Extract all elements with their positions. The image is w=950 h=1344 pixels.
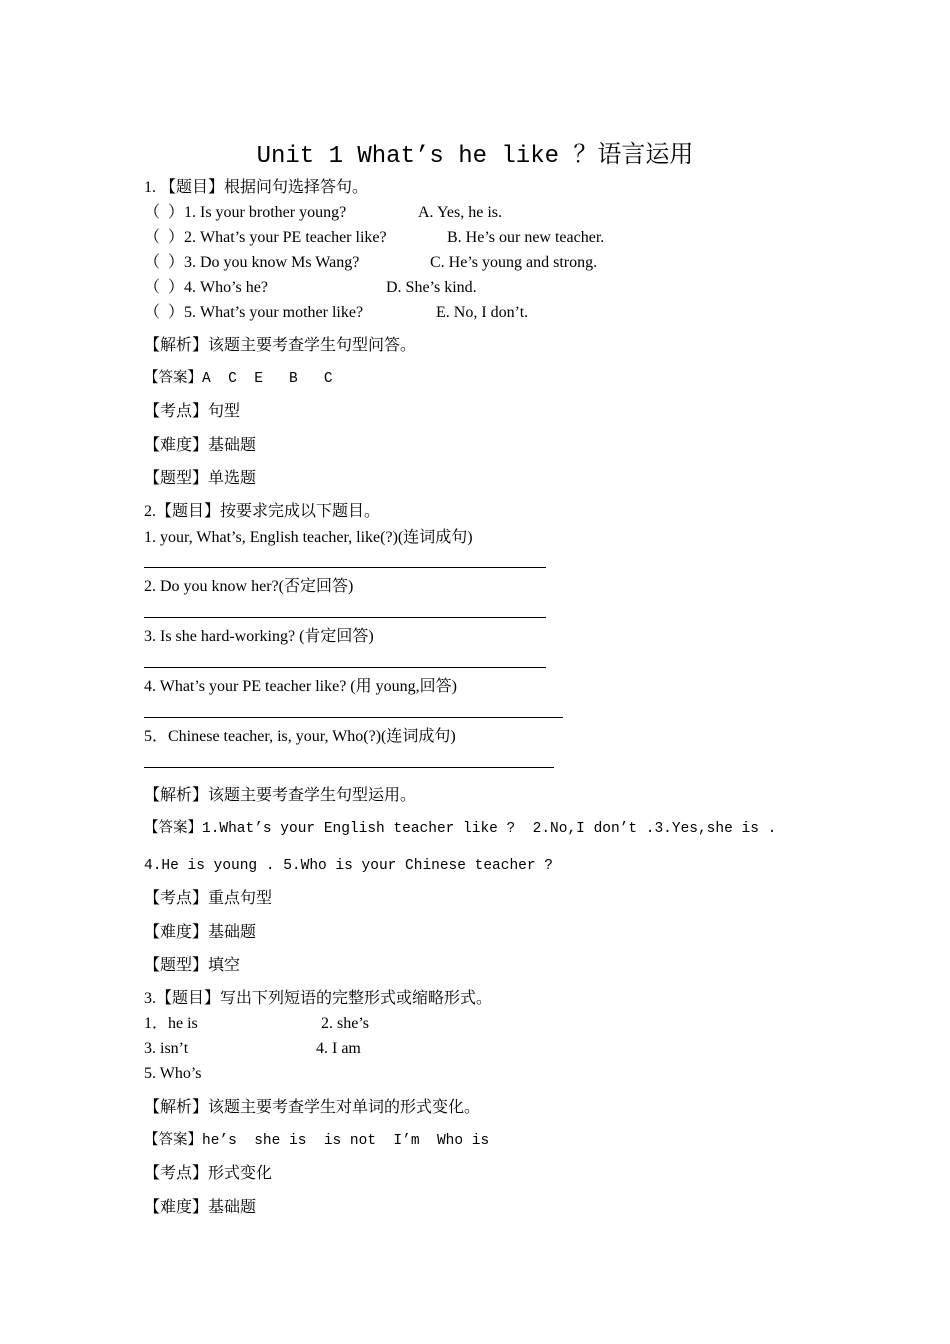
q2-item-4: 4. What’s your PE teacher like? (用 young,回答) (144, 678, 457, 695)
q3-item-5: 5. Who’s (144, 1065, 202, 1082)
q1-item-4-option: D. She’s kind. (386, 279, 477, 296)
q1-item-1-option: A. Yes, he is. (418, 204, 503, 221)
q1-item-4-question: （ ）4. Who’s he? (144, 279, 268, 296)
q2-answer-line1: 【答案】1.What’s your English teacher like ? 2.No,I don’t .3.Yes,she is . (144, 821, 777, 837)
q2-heading: 2.【题目】按要求完成以下题目。 (144, 503, 381, 520)
q2-point: 【考点】重点句型 (144, 890, 273, 907)
q3-item-3: 3. isn’t (144, 1040, 189, 1057)
q1-item-5-question: （ ）5. What’s your mother like? (144, 304, 364, 321)
q1-answer: 【答案】A C E B C (144, 371, 333, 387)
q3-item-1: 1．he is (144, 1015, 198, 1032)
q1-item-2-question: （ ）2. What’s your PE teacher like? (144, 229, 387, 246)
q3-analysis: 【解析】该题主要考查学生对单词的形式变化。 (144, 1099, 481, 1116)
q2-difficulty: 【难度】基础题 (144, 924, 257, 941)
q2-item-5: 5．Chinese teacher, is, your, Who(?)(连词成句) (144, 728, 456, 745)
q1-item-1-question: （ ）1. Is your brother young? (144, 204, 347, 221)
q2-item-3: 3. Is she hard-working? (肯定回答) (144, 628, 374, 645)
q2-answer-line-3 (144, 667, 546, 668)
q2-answer-line-5 (144, 767, 554, 768)
q1-item-3-option: C. He’s young and strong. (430, 254, 598, 271)
q1-point: 【考点】句型 (144, 403, 241, 420)
q2-type: 【题型】填空 (144, 957, 241, 974)
q3-heading: 3.【题目】写出下列短语的完整形式或缩略形式。 (144, 990, 493, 1007)
q3-item-4: 4. I am (316, 1040, 361, 1057)
q2-answer-line-4 (144, 717, 563, 718)
q3-item-2: 2. she’s (321, 1015, 369, 1032)
q2-item-1: 1. your, What’s, English teacher, like(?)(连词成句) (144, 529, 473, 546)
q2-analysis: 【解析】该题主要考查学生句型运用。 (144, 787, 417, 804)
q1-heading: 1. 【题目】根据问句选择答句。 (144, 179, 369, 196)
q3-answer: 【答案】he’s she is is not I’m Who is (144, 1133, 490, 1149)
q1-type: 【题型】单选题 (144, 470, 257, 487)
q2-answer-line-2 (144, 617, 546, 618)
q1-difficulty: 【难度】基础题 (144, 437, 257, 454)
page-title: Unit 1 What’s he like ？语言运用 (256, 143, 694, 170)
q1-item-3-question: （ ）3. Do you know Ms Wang? (144, 254, 360, 271)
q3-point: 【考点】形式变化 (144, 1165, 273, 1182)
q3-difficulty: 【难度】基础题 (144, 1199, 257, 1216)
q2-answer-line-1 (144, 567, 546, 568)
q1-item-2-option: B. He’s our new teacher. (447, 229, 605, 246)
q1-analysis: 【解析】该题主要考查学生句型问答。 (144, 337, 417, 354)
q2-item-2: 2. Do you know her?(否定回答) (144, 578, 354, 595)
q1-item-5-option: E. No, I don’t. (436, 304, 529, 321)
q2-answer-line2: 4.He is young . 5.Who is your Chinese teacher ? (144, 858, 553, 874)
